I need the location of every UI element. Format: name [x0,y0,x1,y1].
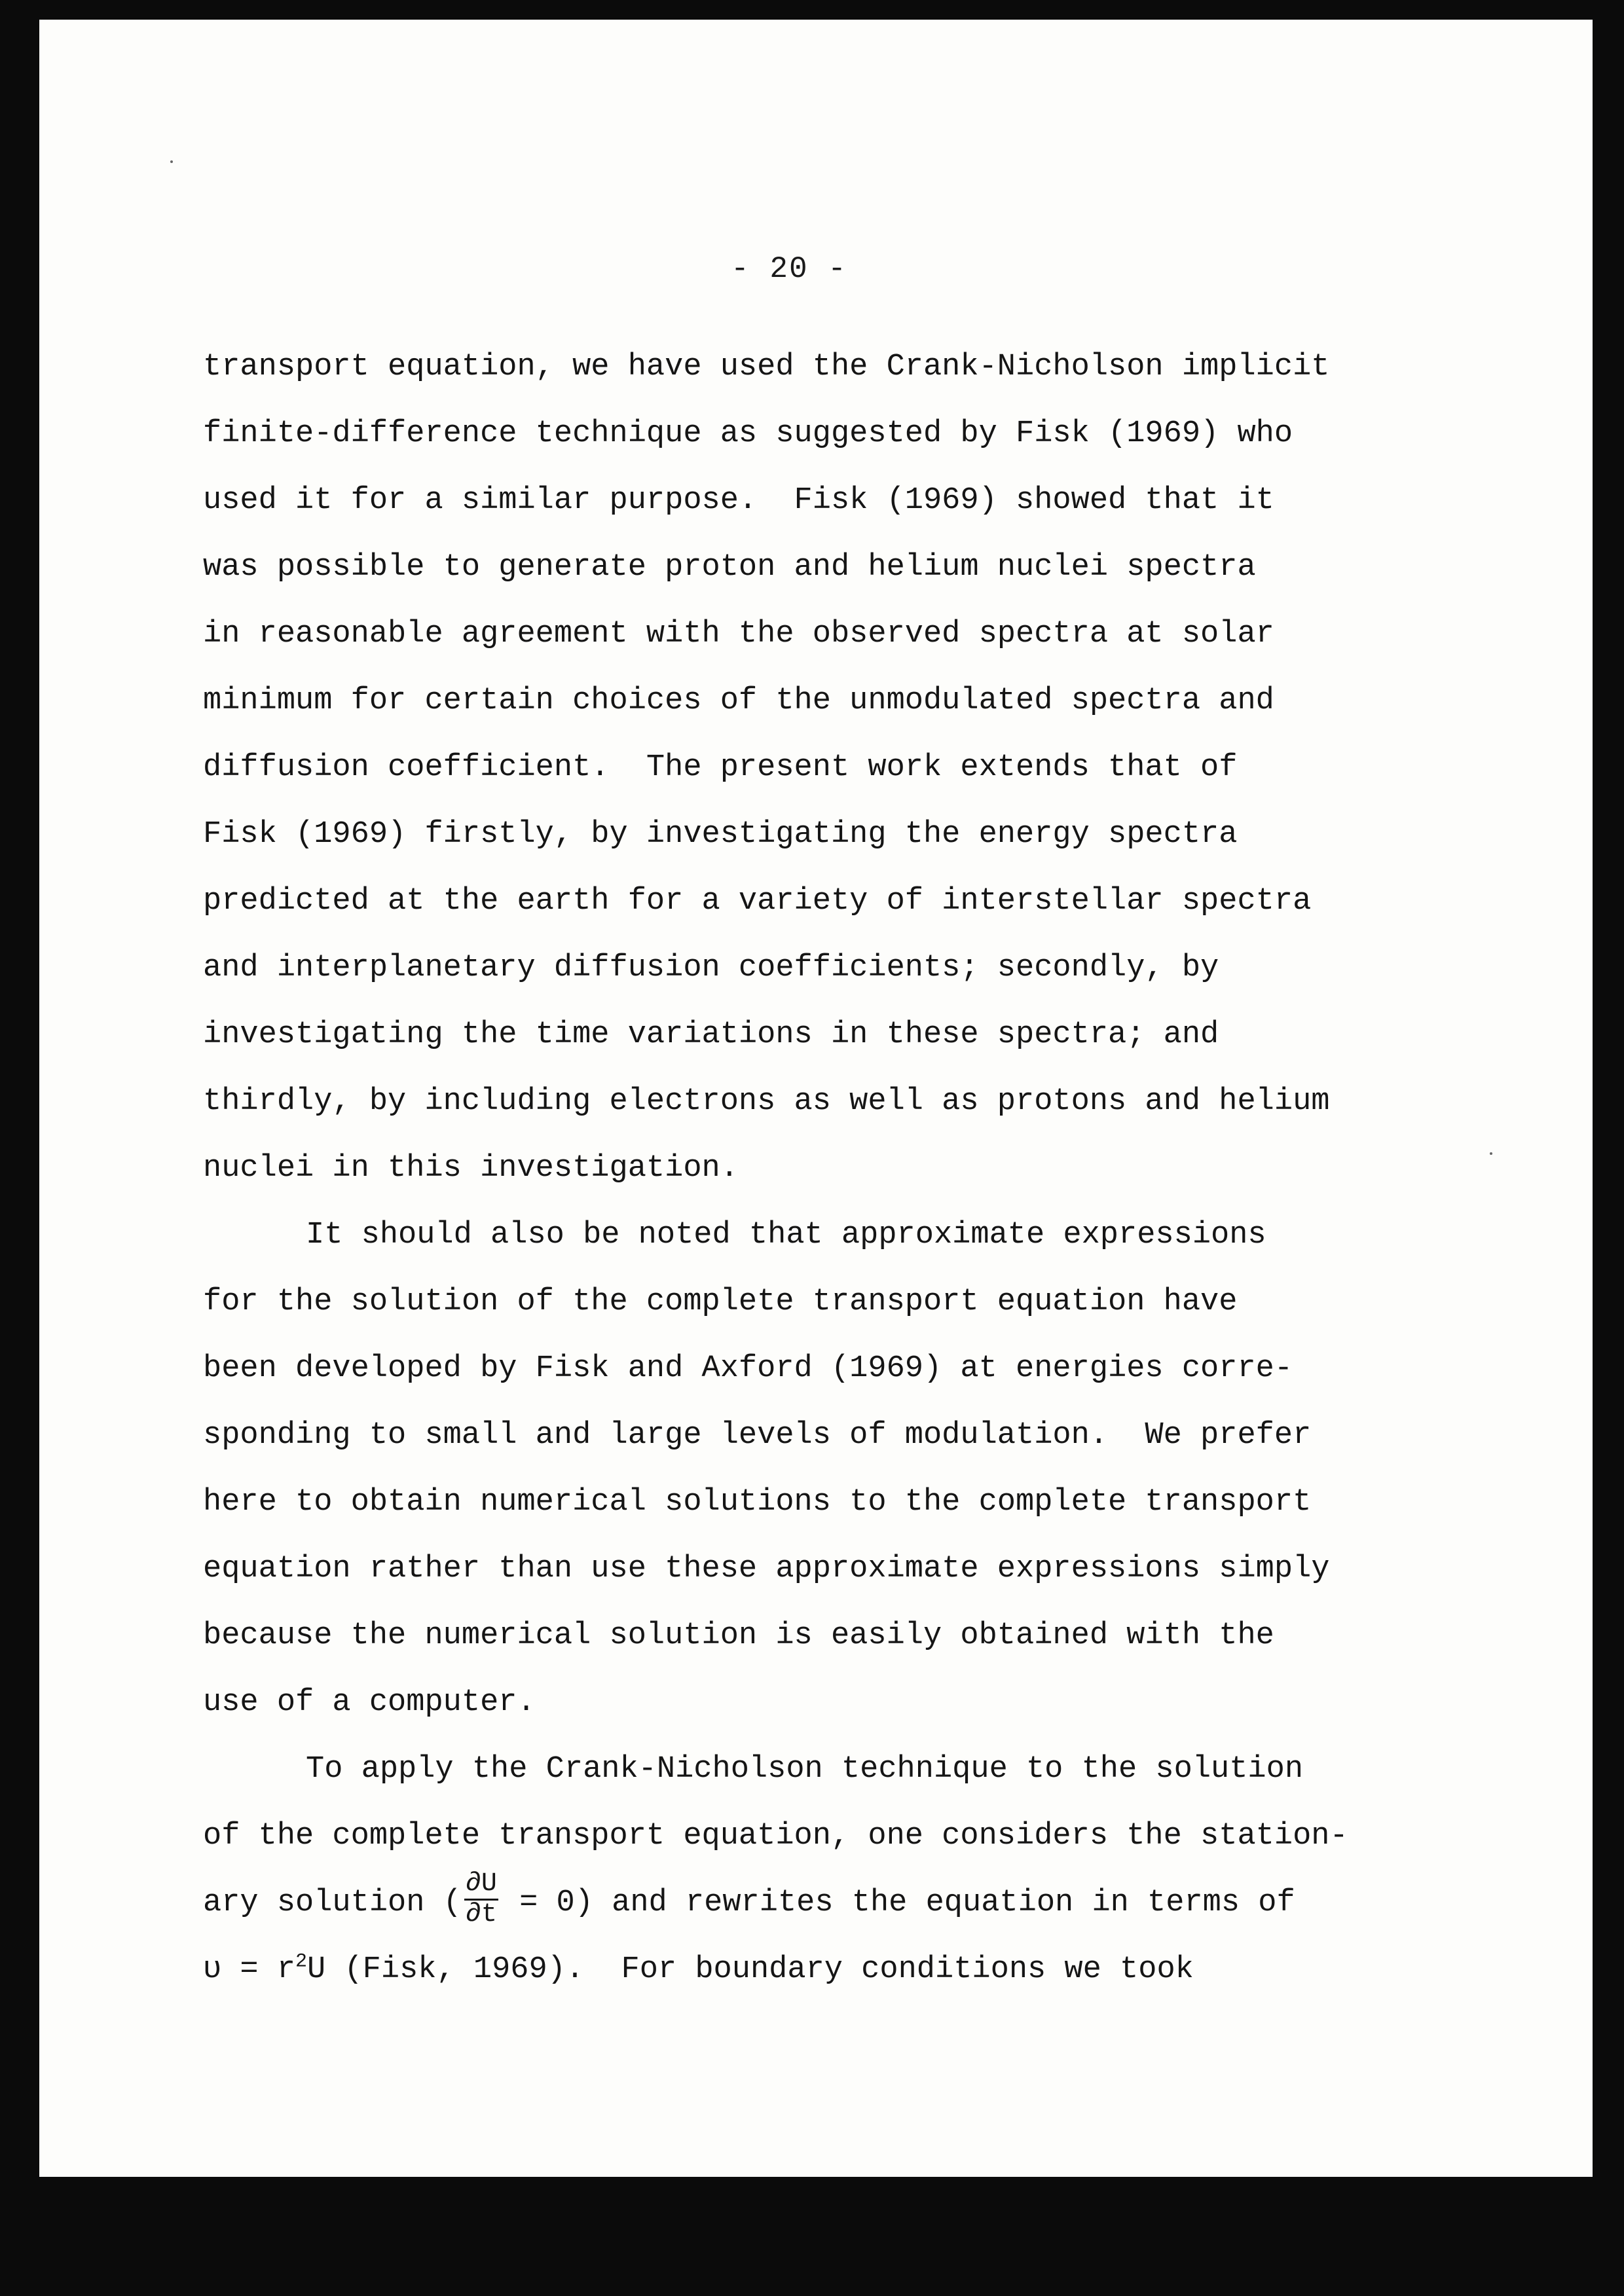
text-line: nuclei in this investigation. [203,1151,739,1186]
text-line: was possible to generate proton and helium nuclei spectra [203,550,1256,585]
text-line: because the numerical solution is easily obtained with the [203,1618,1274,1653]
text-line: and interplanetary diffusion coefficients; secondly, by [203,951,1219,985]
document-page [39,20,1593,2177]
equation-line [203,1870,1486,1937]
text-line: equation rather than use these approximate expressions simply [203,1552,1330,1586]
text-line: It should also be noted that approximate expressions [306,1218,1266,1252]
text-line: been developed by Fisk and Axford (1969) at energies corre- [203,1351,1293,1386]
text-line: finite-difference technique as suggested by Fisk (1969) who [203,416,1293,451]
equation-text-before: ary solution ( [203,1886,462,1920]
text-line: transport equation, we have used the Crank-Nicholson implicit [203,350,1330,384]
body-text [203,334,1486,2003]
text-line: in reasonable agreement with the observed spectra at solar [203,617,1274,651]
text-line: used it for a similar purpose. Fisk (1969) showed that it [203,483,1274,518]
partial-derivative-fraction [464,1870,498,1929]
text-line: diffusion coefficient. The present work extends that of [203,750,1238,785]
scan-speck [170,160,173,163]
text-line: To apply the Crank-Nicholson technique to the solution [306,1752,1304,1787]
formula-line [203,1937,1486,2003]
text-line: use of a computer. [203,1685,536,1720]
fraction-numerator: ∂U [464,1870,498,1901]
scan-speck [1490,1152,1492,1155]
formula-text-before: υ = r [203,1952,296,1987]
text-line: predicted at the earth for a variety of interstellar spectra [203,884,1312,919]
fraction-denominator: ∂t [465,1900,497,1930]
superscript-exponent: 2 [295,1950,308,1973]
text-line: thirdly, by including electrons as well as protons and helium [203,1084,1330,1119]
page-number: - 20 - [731,252,847,286]
text-line: here to obtain numerical solutions to the complete transport [203,1485,1312,1520]
text-line: sponding to small and large levels of modulation. We prefer [203,1418,1312,1453]
text-line: of the complete transport equation, one considers the station- [203,1819,1348,1853]
text-line: minimum for certain choices of the unmodulated spectra and [203,683,1274,718]
equation-text-after: = 0) and rewrites the equation in terms of [500,1886,1295,1920]
text-line: investigating the time variations in these spectra; and [203,1017,1219,1052]
text-line: for the solution of the complete transport equation have [203,1285,1238,1319]
text-line: Fisk (1969) firstly, by investigating the energy spectra [203,817,1238,852]
formula-text-after: U (Fisk, 1969). For boundary conditions we took [307,1952,1194,1987]
